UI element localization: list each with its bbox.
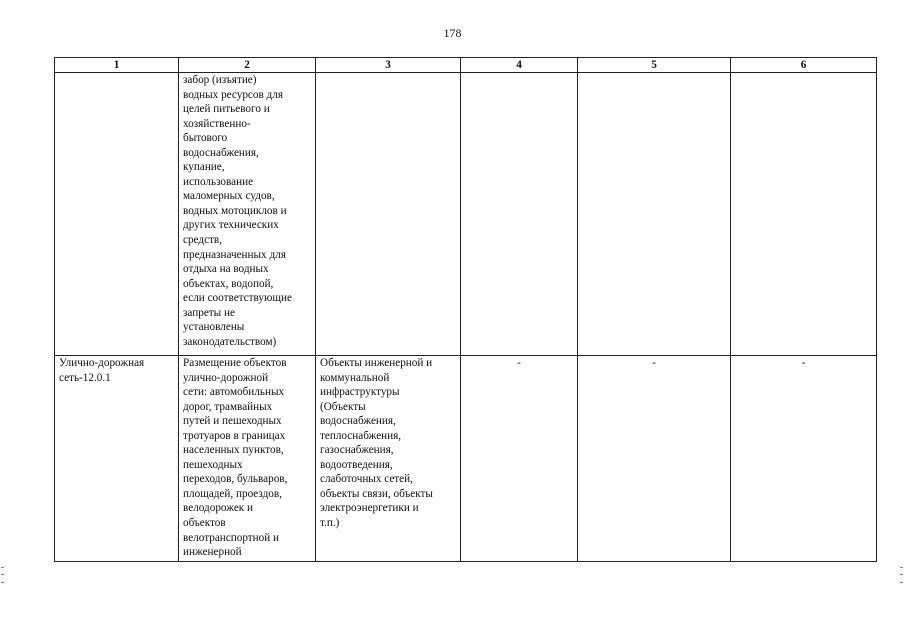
text-line: средств, — [183, 234, 223, 247]
text-line: использование — [183, 175, 254, 188]
column-header-3: 3 — [316, 58, 461, 73]
text-line: сеть-12.0.1 — [59, 371, 111, 384]
cell-column-4 — [461, 73, 578, 356]
text-line: Размещение объектов — [183, 357, 287, 369]
text-line: водных ресурсов для — [183, 88, 283, 101]
table-row — [55, 73, 877, 356]
cell-auxiliary-objects — [316, 73, 461, 356]
text-line: Объекты инженерной и — [320, 357, 433, 369]
text-line: велотранспортной и — [183, 531, 280, 544]
cell-column-4: - — [461, 356, 578, 562]
text-line: бытового — [183, 132, 228, 145]
text-line: путей и пешеходных — [183, 415, 282, 428]
text-line: Улично-дорожная — [59, 357, 145, 369]
cell-column-6 — [731, 73, 877, 356]
text-line: водоснабжения, — [183, 146, 259, 159]
text-line: маломерных судов, — [183, 190, 275, 203]
column-header-2: 2 — [179, 58, 316, 73]
text-line: отдыха на водных — [183, 263, 269, 276]
text-line: объектов — [183, 517, 226, 530]
text-line: коммунальной — [320, 371, 390, 384]
text-line: законодательством) — [183, 335, 277, 348]
text-line: площадей, проездов, — [183, 487, 282, 500]
text-line: электроэнергетики и — [320, 502, 419, 515]
cell-use-description — [179, 73, 316, 356]
text-line: объектах, водопой, — [183, 277, 274, 290]
text-line: водоотведения, — [320, 458, 393, 471]
text-line: (Объекты — [320, 400, 366, 413]
cell-auxiliary-objects — [316, 356, 461, 562]
text-line: водоснабжения, — [320, 415, 396, 428]
text-line: инженерной — [183, 546, 242, 559]
text-line: дорог, трамвайных — [183, 400, 273, 413]
text-line: инфраструктуры — [320, 386, 400, 399]
text-line: предназначенных для — [183, 248, 286, 261]
text-line: теплоснабжения, — [320, 429, 402, 442]
text-line: газоснабжения, — [320, 444, 394, 457]
text-line: населенных пунктов, — [183, 444, 284, 457]
cell-column-6: - — [731, 356, 877, 562]
text-line: целей питьевого и — [183, 103, 270, 116]
text-line: сети: автомобильных — [183, 386, 285, 399]
text-line: забор (изъятие) — [183, 74, 257, 86]
left-edge-mark — [1, 567, 4, 583]
text-line: установлены — [183, 321, 245, 334]
cell-use-type — [55, 73, 179, 356]
column-header-5: 5 — [578, 58, 731, 73]
cell-column-5: - — [578, 356, 731, 562]
table-row — [55, 356, 877, 562]
column-header-1: 1 — [55, 58, 179, 73]
cell-use-type — [55, 356, 179, 562]
text-line: переходов, бульваров, — [183, 473, 288, 486]
column-header-4: 4 — [461, 58, 578, 73]
text-line: если соответствующие — [183, 292, 292, 305]
text-line: слаботочных сетей, — [320, 473, 413, 486]
text-line: пешеходных — [183, 458, 243, 471]
cell-use-description — [179, 356, 316, 562]
text-line: велодорожек и — [183, 502, 253, 515]
regulations-table — [54, 57, 877, 562]
text-line: объекты связи, объекты — [320, 487, 433, 500]
right-edge-mark — [900, 567, 903, 583]
text-line: т.п.) — [320, 517, 340, 530]
cell-column-5 — [578, 73, 731, 356]
page-number: 178 — [443, 26, 462, 40]
column-header-6: 6 — [731, 58, 877, 73]
text-line: улично-дорожной — [183, 371, 269, 384]
table-header-row — [55, 58, 877, 73]
text-line: купание, — [183, 161, 225, 174]
text-line: хозяйственно- — [183, 117, 251, 130]
text-line: других технических — [183, 219, 279, 232]
text-line: тротуаров в границах — [183, 429, 286, 442]
text-line: водных мотоциклов и — [183, 204, 287, 217]
text-line: запреты не — [183, 306, 235, 319]
